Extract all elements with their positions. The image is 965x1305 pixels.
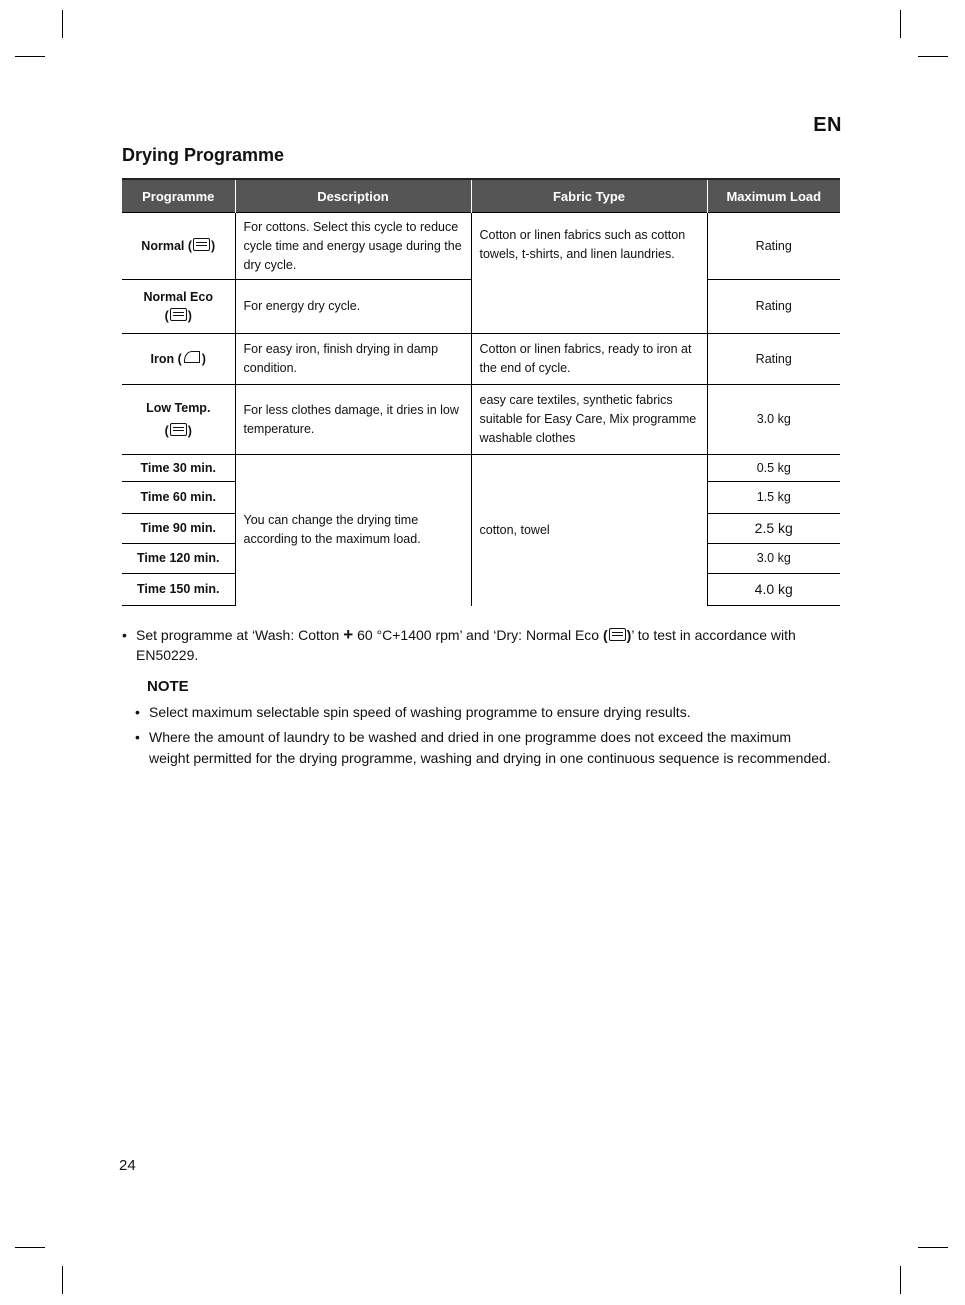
programme-cell: Time 60 min. bbox=[122, 482, 235, 514]
load-cell: 0.5 kg bbox=[707, 455, 840, 482]
plus-sign: + bbox=[343, 625, 354, 644]
iron-icon bbox=[184, 351, 200, 363]
note-text: Select maximum selectable spin speed of washing programme to ensure drying results. bbox=[149, 704, 691, 720]
programme-cell: Normal ( ) bbox=[122, 213, 235, 280]
eco-dry-icon bbox=[170, 308, 187, 321]
table-header-row bbox=[122, 179, 840, 213]
load-cell: 2.5 kg bbox=[707, 514, 840, 544]
bullet-dot: • bbox=[135, 729, 140, 745]
crop-mark bbox=[15, 1247, 45, 1248]
table-row bbox=[122, 385, 840, 455]
page-number: 24 bbox=[119, 1157, 136, 1174]
bullet-dot: • bbox=[122, 627, 127, 643]
note-title: NOTE bbox=[147, 678, 189, 695]
note-item bbox=[135, 727, 835, 769]
programme-cell: Low Temp. ( ) bbox=[122, 385, 235, 455]
table-row bbox=[122, 455, 840, 482]
bullet-dot: • bbox=[135, 704, 140, 720]
normal-dry-icon bbox=[193, 238, 210, 251]
programme-cell: Time 120 min. bbox=[122, 544, 235, 574]
language-label: EN bbox=[813, 114, 842, 136]
fabric-cell: easy care textiles, synthetic fabrics suitable for Easy Care, Mix programme washable clothes bbox=[471, 385, 707, 455]
crop-mark bbox=[918, 1247, 948, 1248]
eco-dry-icon bbox=[609, 628, 626, 641]
crop-mark bbox=[62, 10, 63, 38]
programme-cell: Iron ( ) bbox=[122, 334, 235, 385]
programme-cell: Time 150 min. bbox=[122, 574, 235, 606]
crop-mark bbox=[62, 1266, 63, 1294]
description-cell: For easy iron, finish drying in damp condition. bbox=[235, 334, 471, 385]
note-text: Where the amount of laundry to be washed and dried in one programme does not exceed the maximum weight permitted for the drying programme, washing and drying in one continuous sequence is recommended. bbox=[149, 729, 831, 766]
header-fabric-type: Fabric Type bbox=[471, 179, 707, 213]
test-instruction: • Set programme at ‘Wash: Cotton + 60 °C+1400 rpm’ and ‘Dry: Normal Eco ( )’ to test in accordance with EN50229. bbox=[122, 625, 796, 663]
crop-mark bbox=[918, 56, 948, 57]
description-cell: For cottons. Select this cycle to reduce cycle time and energy usage during the dry cycle. bbox=[235, 213, 471, 280]
load-cell: Rating bbox=[707, 334, 840, 385]
table-row bbox=[122, 334, 840, 385]
programme-cell: Normal Eco ( ) bbox=[122, 280, 235, 334]
programme-cell: Time 90 min. bbox=[122, 514, 235, 544]
programme-name: Low Temp. bbox=[146, 400, 211, 415]
description-cell: You can change the drying time according to the maximum load. bbox=[235, 455, 471, 606]
note-item bbox=[135, 702, 835, 723]
drying-programme-table bbox=[122, 178, 840, 606]
fabric-cell: cotton, towel bbox=[471, 455, 707, 606]
header-programme: Programme bbox=[122, 179, 235, 213]
programme-name: Normal Eco bbox=[143, 289, 213, 304]
header-maximum-load: Maximum Load bbox=[707, 179, 840, 213]
load-cell: 1.5 kg bbox=[707, 482, 840, 514]
crop-mark bbox=[900, 10, 901, 38]
programme-name: Iron bbox=[150, 351, 175, 366]
crop-mark bbox=[900, 1266, 901, 1294]
crop-mark bbox=[15, 56, 45, 57]
fabric-cell: Cotton or linen fabrics such as cotton towels, t-shirts, and linen laundries. bbox=[471, 213, 707, 334]
test-text-part3: ’ to test in accordance with EN50229. bbox=[136, 627, 796, 663]
programme-cell: Time 30 min. bbox=[122, 455, 235, 482]
section-title: Drying Programme bbox=[122, 145, 285, 165]
low-temp-dry-icon bbox=[170, 423, 187, 436]
header-description: Description bbox=[235, 179, 471, 213]
load-cell: 3.0 kg bbox=[707, 544, 840, 574]
fabric-cell: Cotton or linen fabrics, ready to iron at the end of cycle. bbox=[471, 334, 707, 385]
test-text-part1: Set programme at ‘Wash: Cotton bbox=[136, 627, 340, 643]
load-cell: 4.0 kg bbox=[707, 574, 840, 606]
load-cell: Rating bbox=[707, 280, 840, 334]
load-cell: Rating bbox=[707, 213, 840, 280]
programme-name: Normal bbox=[141, 238, 185, 253]
description-cell: For less clothes damage, it dries in low temperature. bbox=[235, 385, 471, 455]
test-text-part2: 60 °C+1400 rpm’ and ‘Dry: Normal Eco bbox=[357, 627, 600, 643]
table-row bbox=[122, 213, 840, 280]
description-cell: For energy dry cycle. bbox=[235, 280, 471, 334]
load-cell: 3.0 kg bbox=[707, 385, 840, 455]
